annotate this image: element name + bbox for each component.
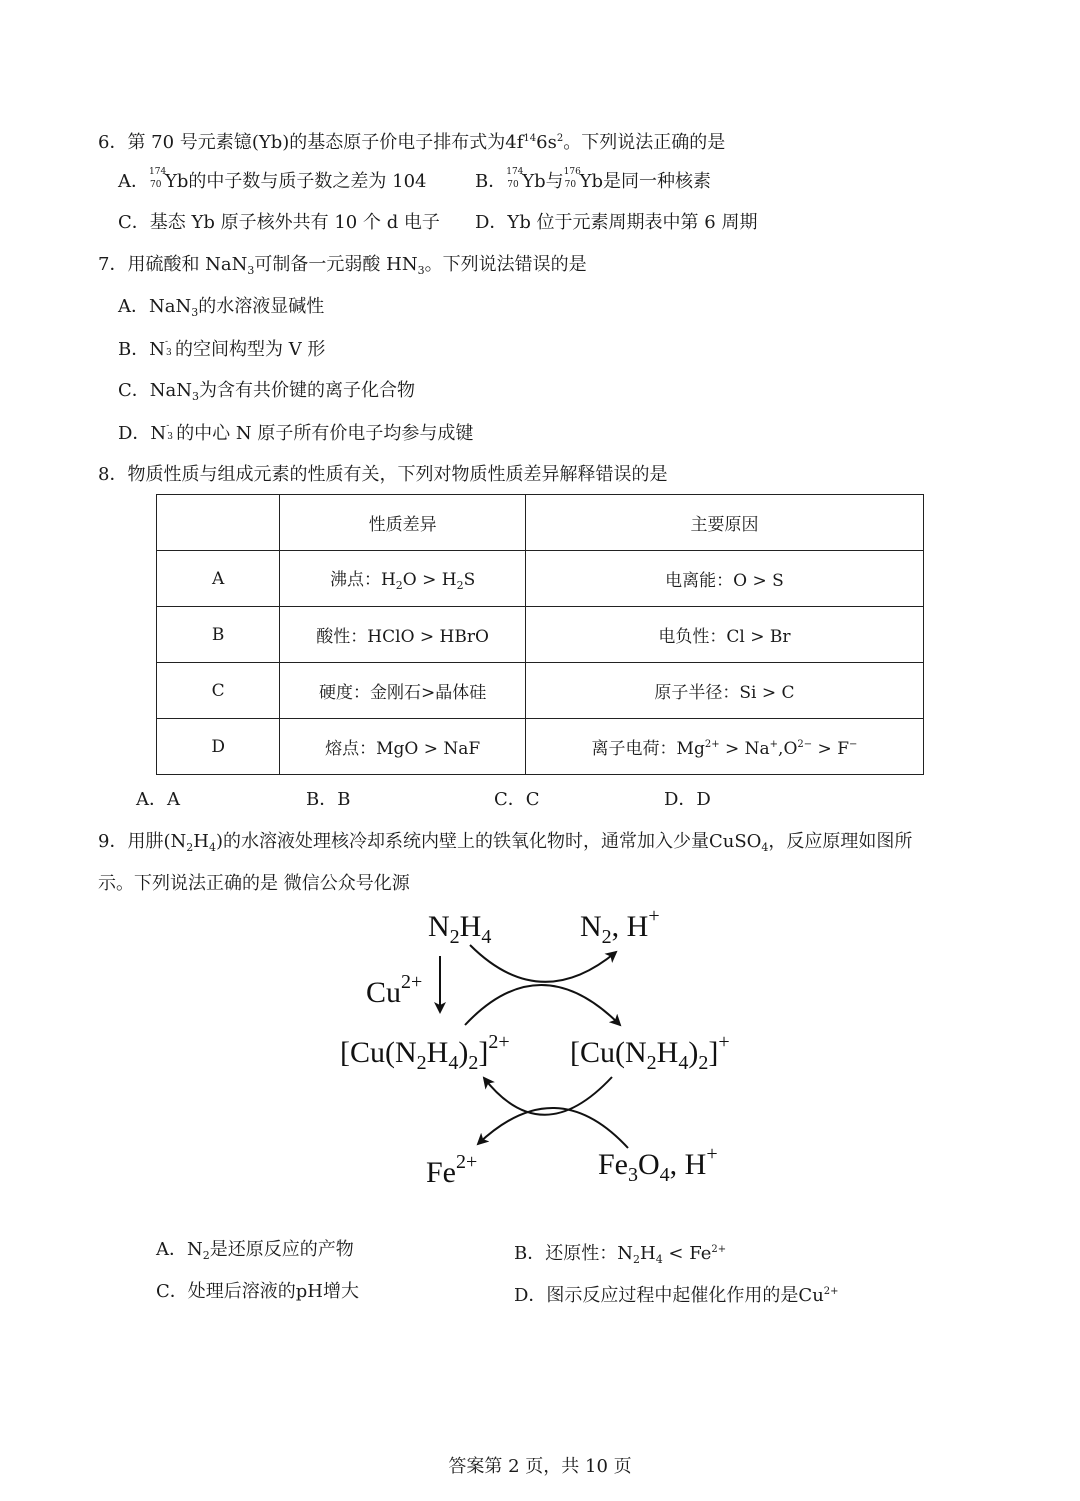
q6-option-a[interactable]: A． 174 70 Yb的中子数与质子数之差为 104 [118,167,427,192]
q7-option-a[interactable]: A．NaN$_3$的水溶液显碱性 [118,296,325,319]
q9-stem: 9．用肼$(N_2H_4)$的水溶液处理核冷却系统内壁上的铁氧化物时，通常加入少量CuSO$_4$，反应原理如图所 [98,831,913,854]
label-fe2plus: $Fe^{2+}$ [426,1151,478,1189]
table-header-property: 性质差异 [280,495,526,551]
row-label: D [157,719,280,775]
table-cell [157,495,280,551]
q8-option-a[interactable]: A．A [136,789,180,810]
q7-option-b[interactable]: B．N - 3 的空间构型为 V 形 [118,337,326,360]
reaction-diagram [320,900,780,1200]
q9-option-c[interactable]: C．处理后溶液的pH增大 [156,1281,359,1302]
table-header-row [157,495,924,551]
table-row [157,719,924,775]
row-reason: 电离能：O > S [525,551,923,607]
isotope-yb174-b: 174 70 [506,167,524,190]
arrow-n2h4-to-n2 [470,945,616,982]
q9-option-d[interactable]: D．图示反应过程中起催化作用的是$Cu^{2+}$ [514,1285,839,1306]
isotope-yb174: 174 70 [149,167,167,190]
q6-option-c[interactable]: C．基态 Yb 原子核外共有 10 个 d 电子 [118,212,440,233]
table-header-reason: 主要原因 [525,495,923,551]
row-property: 酸性：HClO > HBrO [280,607,526,663]
label-cu2plus: $Cu^{2+}$ [366,971,423,1009]
row-property: 熔点：MgO > NaF [280,719,526,775]
page-footer: 答案第 2 页，共 10 页 [448,1456,632,1477]
q9-option-a[interactable]: A．$N_2$是还原反应的产物 [156,1239,354,1262]
label-complex-plus: $[Cu(N_2H_4)_2]^+$ [570,1031,730,1074]
q6-option-b[interactable]: B． 174 70 Yb与 176 70 Yb是同一种核素 [475,167,712,192]
q7-stem: 7．用硫酸和 NaN$_3$可制备一元弱酸 $HN_3$。下列说法错误的是 [98,254,587,277]
row-reason: 离子电荷：$Mg^{2+} > Na^+,O^{2-} > F^-$ [525,719,923,775]
label-n2h4: $N_2H_4$ [428,910,492,948]
q8-option-c[interactable]: C．C [494,789,540,810]
table-row [157,663,924,719]
q8-stem: 8．物质性质与组成元素的性质有关，下列对物质性质差异解释错误的是 [98,464,668,485]
row-property: 硬度：金刚石>晶体硅 [280,663,526,719]
q7-option-c[interactable]: C．NaN$_3$为含有共价键的离子化合物 [118,380,416,403]
row-label: A [157,551,280,607]
table-row [157,607,924,663]
q7-option-d[interactable]: D．N - 3 的中心 N 原子所有价电子均参与成键 [118,421,474,444]
row-reason: 原子半径：Si > C [525,663,923,719]
q6-option-d[interactable]: D．Yb 位于元素周期表中第 6 周期 [475,212,758,233]
properties-table [156,494,924,775]
label-n2-hplus: $N_2$, H+ [580,905,660,948]
q8-option-b[interactable]: B．B [306,789,351,810]
row-property: 沸点：$H_2O > H_2S$ [280,551,526,607]
q8-option-d[interactable]: D．D [664,789,711,810]
row-label: B [157,607,280,663]
q9-option-b[interactable]: B．还原性：$N_2H_4 < Fe^{2+}$ [514,1243,727,1266]
arrow-complex2-to-complex1 [465,985,620,1025]
row-label: C [157,663,280,719]
label-fe3o4-hplus: $Fe_3O_4$, H+ [598,1143,718,1186]
table-row [157,551,924,607]
q9-stem-line2: 示。下列说法正确的是 微信公众号化源 [98,873,410,894]
label-complex-2plus: $[Cu(N_2H_4)_2]^{2+}$ [340,1031,510,1074]
row-reason: 电负性：Cl > Br [525,607,923,663]
q6-stem: 6．第 70 号元素镱(Yb)的基态原子价电子排布式为$4f^{14}6s^2$。下列说法正确的是 [98,132,726,153]
isotope-yb176: 176 70 [563,167,581,190]
